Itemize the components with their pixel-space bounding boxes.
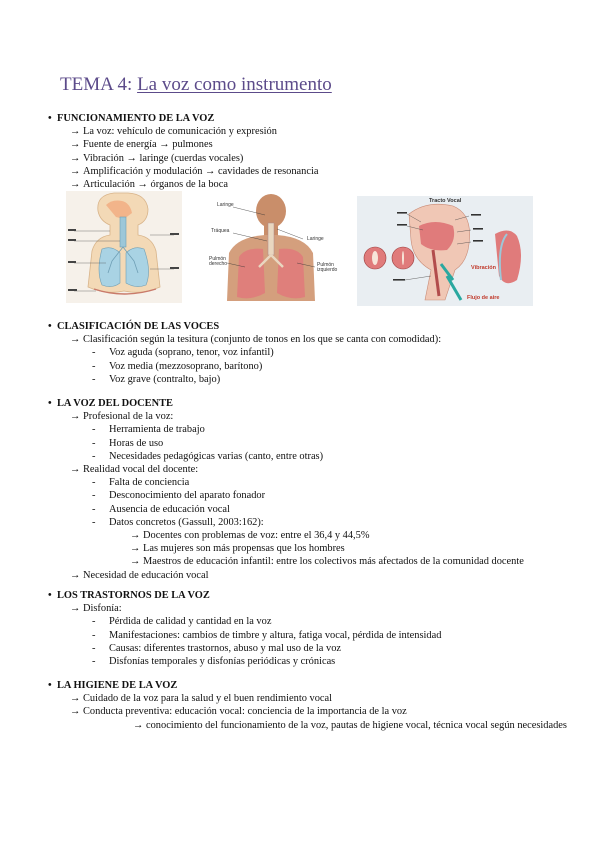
arrow-icon: → <box>133 719 144 731</box>
arrow-icon: → <box>70 179 81 191</box>
section-heading: • LA HIGIENE DE LA VOZ <box>48 680 178 691</box>
arrow-icon: → <box>70 464 81 476</box>
list-item: - Disfonías temporales y disfonías periódicas y crónicas <box>92 656 336 668</box>
list-item: → Conducta preventiva: educación vocal: conciencia de la importancia de la voz <box>70 706 407 718</box>
list-item: - Desconocimiento del aparato fonador <box>92 490 266 502</box>
title-main: La voz como instrumento <box>137 74 332 95</box>
label-pulmon-derecho: Pulmón derecho <box>209 256 228 267</box>
label-vibracion: Vibración <box>471 265 496 271</box>
list-item: → Profesional de la voz: <box>70 411 174 423</box>
page-title <box>60 74 332 96</box>
title-prefix: TEMA 4: <box>60 74 138 95</box>
list-item: → Cuidado de la voz para la salud y el buen rendimiento vocal <box>70 693 333 705</box>
list-item: - Pérdida de calidad y cantidad en la voz <box>92 616 272 628</box>
list-item: - Necesidades pedagógicas varias (canto, entre otras) <box>92 450 324 462</box>
list-item: → Fuente de energía → pulmones <box>70 139 213 151</box>
list-item: → Necesidad de educación vocal <box>70 569 209 581</box>
bullet-icon: • <box>48 680 52 691</box>
bullet-icon: • <box>48 398 52 409</box>
list-item: → Vibración → laringe (cuerdas vocales) <box>70 152 244 164</box>
list-item: - Voz grave (contralto, bajo) <box>92 373 221 385</box>
section-trastornos <box>48 589 441 668</box>
arrow-icon: → <box>70 165 81 177</box>
list-item: - Voz aguda (soprano, tenor, voz infantil) <box>92 347 274 359</box>
list-item: → Amplificación y modulación → cavidades de resonancia <box>70 165 319 177</box>
larynx-lungs-illustration <box>209 193 345 301</box>
section-heading: • LOS TRASTORNOS DE LA VOZ <box>48 590 210 601</box>
respiratory-system-diagram <box>66 191 182 303</box>
label-laringe: Laringe <box>307 236 324 242</box>
arrow-icon: → <box>130 530 141 542</box>
list-item: - Voz media (mezzosoprano, barítono) <box>92 360 263 372</box>
list-item: → Realidad vocal del docente: <box>70 464 199 476</box>
arrow-icon: → <box>70 126 81 138</box>
arrow-icon: → <box>70 569 81 581</box>
vocal-tract-illustration <box>357 196 533 306</box>
list-item: → conocimiento del funcionamiento de la voz, pautas de higiene vocal, técnica vocal según necesidades <box>133 719 567 731</box>
arrow-icon: → <box>70 693 81 705</box>
arrow-icon: → <box>70 334 81 346</box>
label-traquea: Tráquea <box>211 228 230 234</box>
list-item: → Disfonía: <box>70 603 122 615</box>
list-item: - Horas de uso <box>92 437 164 449</box>
list-item: - Datos concretos (Gassull, 2003:162): <box>92 516 264 528</box>
list-item: - Manifestaciones: cambios de timbre y altura, fatiga vocal, pérdida de intensidad <box>92 629 442 641</box>
section-voz-docente <box>48 397 524 582</box>
arrow-icon: → <box>70 706 81 718</box>
list-item: → Articulación → órganos de la boca <box>70 179 228 191</box>
bullet-icon: • <box>48 113 52 124</box>
arrow-icon: → <box>70 152 81 164</box>
section-heading: • FUNCIONAMIENTO DE LA VOZ <box>48 113 215 124</box>
label-laringe-top: Laringe <box>217 202 234 208</box>
list-item: → Docentes con problemas de voz: entre el 36,4 y 44,5% <box>130 530 370 542</box>
arrow-icon: → <box>70 411 81 423</box>
section-heading: • CLASIFICACIÓN DE LAS VOCES <box>48 321 220 332</box>
section-clasificacion <box>48 320 441 386</box>
list-item: - Ausencia de educación vocal <box>92 503 230 515</box>
arrow-icon: → <box>130 543 141 555</box>
list-item: → Maestros de educación infantil: entre los colectivos más afectados de la comunidad docente <box>130 556 524 568</box>
bullet-icon: • <box>48 590 52 601</box>
label-pulmon-izquierdo: Pulmón izquierdo <box>317 262 338 273</box>
arrow-icon: → <box>130 556 141 568</box>
list-item: → Clasificación según la tesitura (conjunto de tonos en los que se canta con comodidad): <box>70 334 442 346</box>
section-funcionamiento <box>48 112 318 191</box>
arrow-icon: → <box>70 603 81 615</box>
section-higiene <box>48 679 567 732</box>
section-heading: • LA VOZ DEL DOCENTE <box>48 398 173 409</box>
list-item: - Herramienta de trabajo <box>92 424 205 436</box>
list-item: - Falta de conciencia <box>92 477 190 489</box>
list-item: → La voz: vehículo de comunicación y expresión <box>70 126 277 138</box>
label-flujo-de-aire: Flujo de aire <box>467 295 500 301</box>
arrow-icon: → <box>70 139 81 151</box>
bullet-icon: • <box>48 321 52 332</box>
list-item: → Las mujeres son más propensas que los hombres <box>130 543 345 555</box>
list-item: - Causas: diferentes trastornos, abuso y mal uso de la voz <box>92 642 342 654</box>
label-tracto-vocal: Tracto Vocal <box>429 198 462 204</box>
